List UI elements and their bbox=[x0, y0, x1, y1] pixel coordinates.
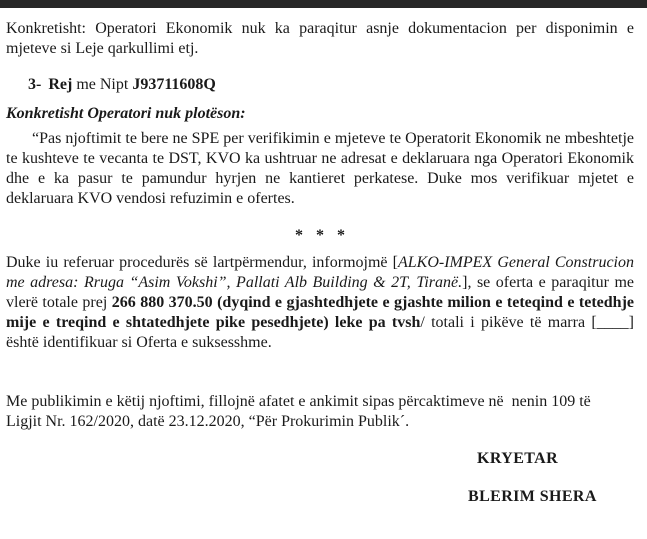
operator-nipt: J93711608Q bbox=[132, 76, 216, 93]
list-item-3 bbox=[28, 75, 216, 95]
intro-paragraph: Konkretisht: Operatori Ekonomik nuk ka paraqitur asnje dokumentacion per disponimin e mjeteve si Leje qarkullimi etj. bbox=[6, 20, 634, 57]
operator-name: Rej bbox=[48, 76, 73, 93]
award-paragraph: Duke iu referuar procedurës së lartpërmendur, informojmë [ALKO-IMPEX General Construcion me adresa: Rruga “Asim Vokshi”, Pallati Alb Building & 2T, Tiranë.], se oferta e paraqitur me vlerë totale prej 266 880 370.50 (dyqind e gjashtedhjete e gjashte milion e teteqind e tetedhje mije e treqind e shtatedhjete pike pesedhjete) leke pa tvsh/ totali i pikëve të marra [____] është identifikuar si Oferta e suksesshme. bbox=[6, 254, 635, 351]
subheading: Konkretisht Operatori nuk plotëson: bbox=[6, 105, 246, 122]
item-connector-text: me Nipt bbox=[76, 76, 129, 93]
closing-paragraph: Me publikimin e këtij njoftimi, fillojnë afatet e ankimit sipas përcaktimeve në nenin 109 të Ligjit Nr. 162/2020, datë 23.12.2020, “Për Prokurimin Publik´. bbox=[6, 393, 599, 430]
top-black-bar bbox=[0, 0, 647, 8]
section-separator: * * * bbox=[295, 227, 345, 244]
item-number: 3- bbox=[28, 76, 42, 93]
kvo-quote-paragraph: “Pas njoftimit te bere ne SPE per verifikimin e mjeteve te Operatorit Ekonomik ne mbeshtetje te kushteve te vecanta te DST, KVO ka ushtruar ne adresat e deklaruara nga Operatori Ekonomik dhe e ka pasur te pamundur hyrjen ne kantieret perkatese. Duke mos verifikuar mjetet e deklaruara KVO vendosi refuzimin e ofertes. bbox=[6, 130, 634, 207]
signature-name: BLERIM SHERA bbox=[468, 488, 597, 505]
signature-title: KRYETAR bbox=[477, 450, 559, 467]
